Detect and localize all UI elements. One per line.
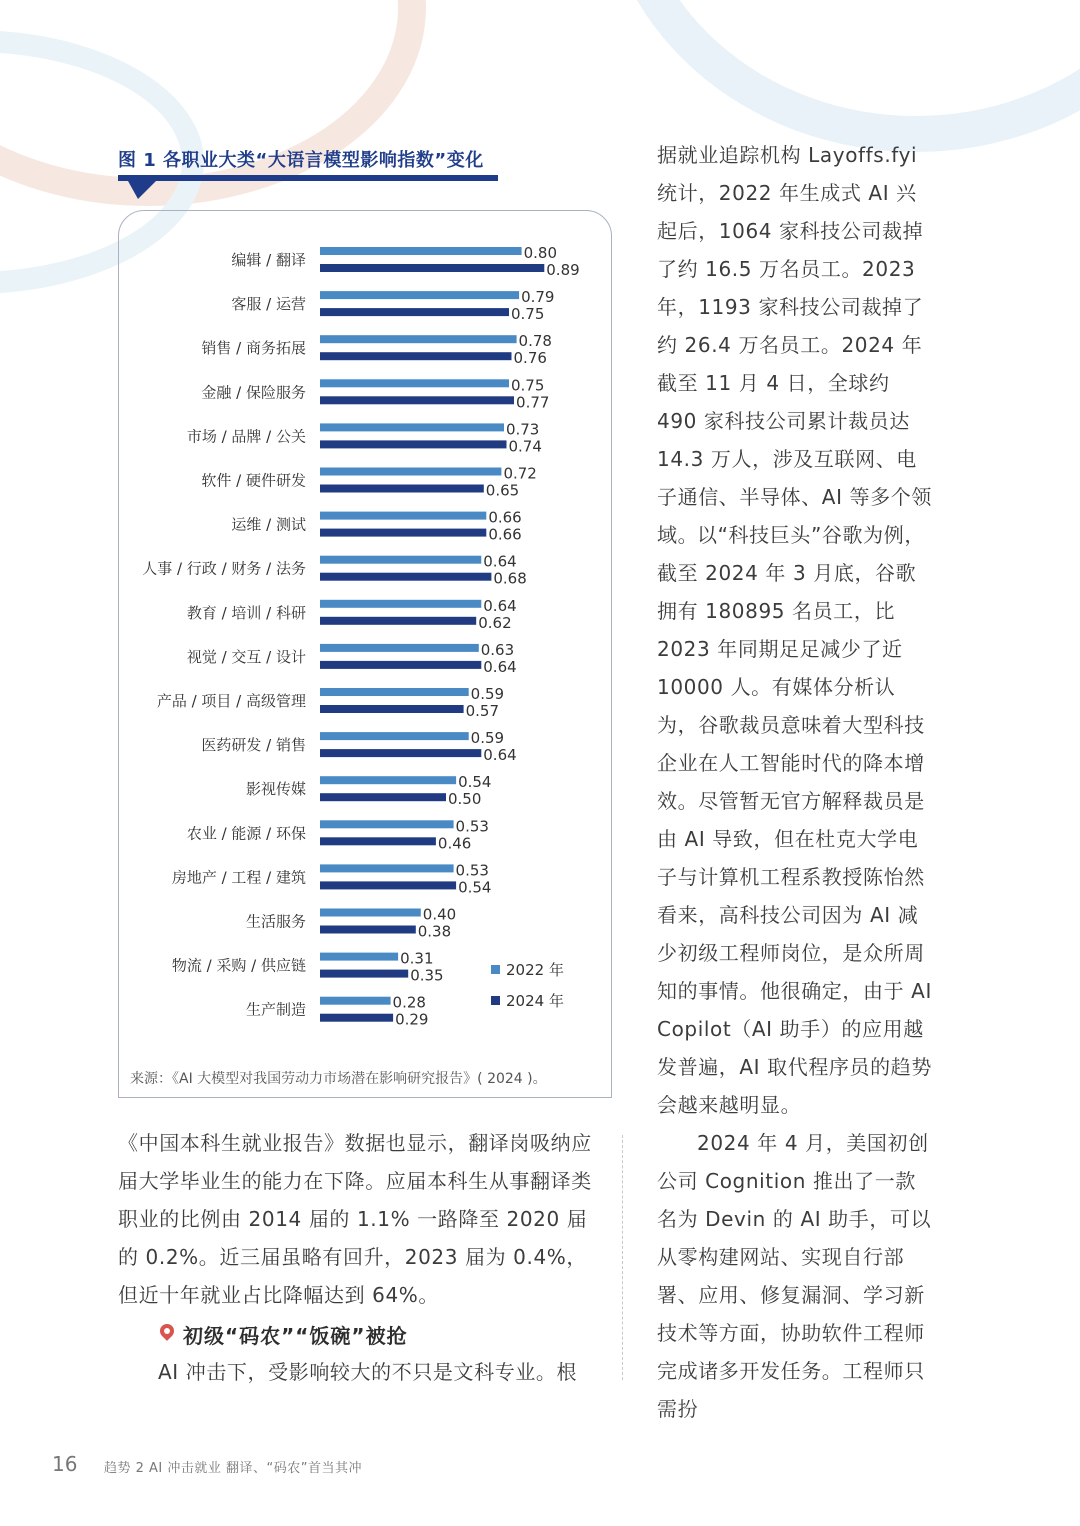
bar-2022: [320, 379, 509, 387]
category-label: 医药研发 / 销售: [201, 736, 306, 755]
legend-swatch: [491, 996, 500, 1005]
bar-2022: [320, 556, 481, 564]
column-divider: [622, 1135, 623, 1380]
page-number: 16: [52, 1452, 78, 1476]
category-label: 视觉 / 交互 / 设计: [186, 647, 306, 666]
bar-value-label: 0.46: [437, 834, 472, 853]
bar-value-label: 0.54: [458, 773, 492, 792]
bar-2024: [320, 396, 514, 404]
bar-value-label: 0.75: [511, 376, 545, 395]
bar-2022: [320, 600, 481, 608]
bar-2022: [320, 644, 479, 652]
bar-2022: [320, 820, 454, 828]
category-label: 教育 / 培训 / 科研: [186, 603, 306, 622]
bar-2022: [320, 997, 391, 1005]
bar-2022: [320, 864, 454, 872]
bar-2024: [320, 705, 464, 713]
bar-value-label: 0.80: [523, 244, 558, 262]
bar-2024: [320, 970, 408, 978]
bar-value-label: 0.29: [395, 1010, 429, 1029]
bar-2022: [320, 247, 522, 255]
bar-2024: [320, 352, 512, 360]
bar-value-label: 0.40: [422, 905, 457, 924]
bar-value-label: 0.53: [455, 861, 489, 880]
bar-2024: [320, 529, 486, 537]
bar-value-label: 0.77: [516, 393, 550, 412]
bar-value-label: 0.63: [480, 640, 515, 659]
bar-2024: [320, 308, 509, 316]
category-label: 生活服务: [245, 912, 306, 931]
bar-2024: [320, 440, 507, 448]
legend-label: 2024 年: [506, 992, 564, 1010]
bar-2022: [320, 423, 504, 431]
category-label: 产品 / 项目 / 高级管理: [156, 692, 306, 710]
category-label: 市场 / 品牌 / 公关: [186, 427, 306, 446]
bar-2022: [320, 512, 486, 520]
bar-value-label: 0.35: [410, 966, 444, 985]
section-subheading: 初级“码农”“饭碗”被抢: [183, 1324, 408, 1348]
bar-2024: [320, 926, 416, 934]
category-label: 影视传媒: [245, 780, 306, 799]
bar-2022: [320, 688, 469, 696]
figure-title: 图 1 各职业大类“大语言模型影响指数”变化: [118, 150, 484, 171]
bar-value-label: 0.64: [483, 746, 517, 765]
category-label: 运维 / 测试: [231, 515, 306, 534]
category-label: 人事 / 行政 / 财务 / 法务: [142, 559, 306, 578]
bar-value-label: 0.59: [470, 729, 505, 748]
figure-source: 来源：《AI 大模型对我国劳动力市场潜在影响研究报告》( 2024 )。: [130, 1071, 547, 1087]
bar-2024: [320, 1014, 393, 1022]
category-label: 物流 / 采购 / 供应链: [171, 956, 306, 975]
bar-value-label: 0.78: [518, 332, 552, 351]
bar-value-label: 0.57: [465, 702, 500, 720]
bar-2022: [320, 953, 398, 961]
bar-value-label: 0.31: [400, 949, 434, 968]
body-paragraph-right-3: 2024 年 4 月，美国初创公司 Cognition 推出了一款名为 Devin 的 AI 助手，可以从零构建网站、实现自行部署、应用、修复漏洞、学习新技术等方面，协助软件工程师完成诸多开发任务。工程师只需扮: [657, 1131, 932, 1421]
bar-value-label: 0.54: [458, 878, 492, 897]
bar-value-label: 0.64: [483, 596, 517, 615]
bar-value-label: 0.64: [483, 657, 517, 676]
bar-2022: [320, 732, 469, 740]
bar-2022: [320, 468, 501, 476]
bar-value-label: 0.38: [417, 922, 452, 941]
bar-value-label: 0.68: [493, 569, 527, 588]
location-pin-dot: [164, 1328, 170, 1334]
bar-2024: [320, 573, 491, 581]
category-label: 软件 / 硬件研发: [201, 471, 306, 490]
category-label: 销售 / 商务拓展: [201, 339, 306, 358]
bar-value-label: 0.65: [485, 481, 520, 500]
bar-2022: [320, 909, 421, 917]
bar-value-label: 0.72: [503, 464, 537, 483]
category-label: 客服 / 运营: [231, 295, 306, 314]
bar-value-label: 0.75: [511, 305, 545, 324]
bar-value-label: 0.28: [392, 993, 426, 1012]
bar-2024: [320, 749, 481, 757]
bar-2024: [320, 264, 544, 272]
bar-value-label: 0.79: [521, 288, 555, 307]
category-label: 农业 / 能源 / 环保: [186, 824, 306, 843]
category-label: 编辑 / 翻译: [231, 251, 306, 269]
bar-value-label: 0.73: [505, 420, 540, 439]
bar-2022: [320, 776, 456, 784]
body-paragraph-left: 《中国本科生就业报告》数据也显示，翻译岗吸纳应届大学毕业生的能力在下降。应届本科生从事翻译类职业的比例由 2014 届的 1.1% 一路降至 2020 届的 0.2%。近三届虽略有回升，2023 届为 0.4%，但近十年就业占比降幅达到 64%。: [118, 1131, 592, 1307]
body-paragraph-sub: AI 冲击下，受影响较大的不只是文科专业。根: [158, 1360, 578, 1384]
bar-2024: [320, 485, 484, 493]
legend-swatch: [491, 965, 500, 974]
bar-value-label: 0.66: [488, 525, 522, 544]
category-label: 生产制造: [245, 1000, 306, 1019]
bar-value-label: 0.66: [488, 508, 522, 527]
bar-value-label: 0.89: [546, 261, 580, 279]
bar-2022: [320, 335, 517, 343]
bar-value-label: 0.53: [455, 817, 489, 836]
bar-value-label: 0.62: [478, 613, 512, 632]
bar-2024: [320, 837, 436, 845]
bar-2022: [320, 291, 519, 299]
bar-value-label: 0.76: [513, 349, 547, 368]
bar-2024: [320, 881, 456, 889]
page-footer-text: 趋势 2 AI 冲击就业 翻译、“码农”首当其冲: [104, 1461, 362, 1476]
bar-2024: [320, 661, 481, 669]
bar-2024: [320, 793, 446, 801]
category-label: 房地产 / 工程 / 建筑: [171, 868, 306, 887]
bar-value-label: 0.64: [483, 552, 517, 571]
body-paragraph-right-2: 以“科技巨头”谷歌为例，截至 2024 年 3 月底，谷歌拥有 180895 名员工，比 2023 年同期足足减少了近 10000 人。有媒体分析认为，谷歌裁员意味着大型科技企业在人工智能时代的降本增效。尽管暂无官方解释裁员是由 AI 导致，但在杜克大学电子与计算机工程系教授陈怡然看来，高科技公司因为 AI 减少初级工程师岗位，是众所周知的事情。他很确定，由于 AI Copilot（AI 助手）的应用越发普遍，AI 取代程序员的趋势会越来越明显。: [657, 523, 932, 1117]
bar-2024: [320, 617, 476, 625]
body-paragraph-right-1: 据就业追踪机构 Layoffs.fyi 统计，2022 年生成式 AI 兴起后，1064 家科技公司裁掉了约 16.5 万名员工。2023 年，1193 家科技公司裁掉了约 26.4 万名员工。2024 年截至 11 月 4 日，全球约 490 家科技公司累计裁员达 14.3 万人，涉及互联网、电子通信、半导体、AI 等多个领域。: [657, 143, 932, 547]
bar-value-label: 0.59: [470, 685, 505, 703]
category-label: 金融 / 保险服务: [201, 383, 306, 402]
bar-value-label: 0.74: [508, 437, 542, 456]
legend-label: 2022 年: [506, 961, 564, 979]
bar-value-label: 0.50: [448, 790, 482, 809]
